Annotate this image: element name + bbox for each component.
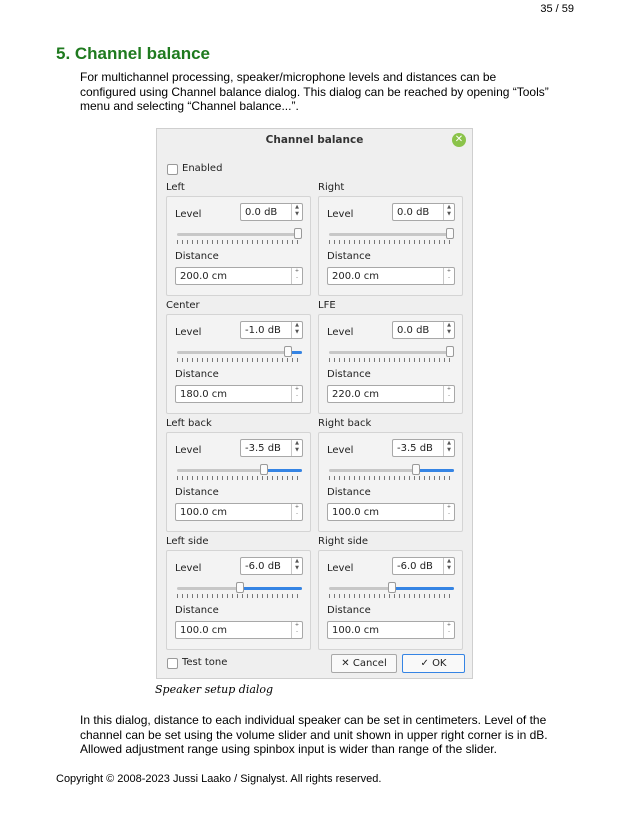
slider-ticks xyxy=(177,240,302,244)
level-label: Level xyxy=(175,327,202,338)
channel-group-right-side xyxy=(318,550,463,650)
level-label: Level xyxy=(327,445,354,456)
level-spinbox-right[interactable] xyxy=(392,203,455,221)
level-spinbox-center[interactable] xyxy=(240,321,303,339)
checkmark-icon: ✓ xyxy=(420,658,429,669)
distance-label: Distance xyxy=(327,251,371,262)
slider-handle[interactable] xyxy=(388,582,396,593)
cancel-icon: ✕ xyxy=(341,658,350,669)
level-spinbox-left-side[interactable] xyxy=(240,557,303,575)
channel-group-left xyxy=(166,196,311,296)
test-tone-checkbox[interactable] xyxy=(167,658,178,669)
level-value: 0.0 dB xyxy=(397,207,430,218)
level-value: 0.0 dB xyxy=(397,325,430,336)
close-icon[interactable]: ✕ xyxy=(452,133,466,147)
distance-label: Distance xyxy=(327,605,371,616)
level-label: Level xyxy=(175,445,202,456)
level-slider-right[interactable] xyxy=(329,233,454,236)
slider-handle[interactable] xyxy=(236,582,244,593)
spin-arrows-icon[interactable]: + - xyxy=(291,268,302,284)
channel-label-center: Center xyxy=(166,300,200,311)
level-label: Level xyxy=(327,209,354,220)
distance-value: 180.0 cm xyxy=(180,389,228,400)
spin-arrows-icon[interactable]: ▲ ▼ xyxy=(443,204,454,220)
spin-arrows-icon[interactable]: + - xyxy=(291,504,302,520)
distance-label: Distance xyxy=(175,605,219,616)
level-value: 0.0 dB xyxy=(245,207,278,218)
spin-arrows-icon[interactable]: ▲ ▼ xyxy=(443,558,454,574)
slider-handle[interactable] xyxy=(446,346,454,357)
level-spinbox-right-side[interactable] xyxy=(392,557,455,575)
intro-paragraph: For multichannel processing, speaker/microphone levels and distances can be configured using Channel balance dialog. This dialog can be reached by opening “Tools” menu and selecting “Channel balance...”. xyxy=(80,70,549,114)
level-spinbox-left-back[interactable] xyxy=(240,439,303,457)
slider-fill xyxy=(264,469,302,472)
spin-arrows-icon[interactable]: + - xyxy=(443,268,454,284)
channel-group-left-side xyxy=(166,550,311,650)
channel-group-lfe xyxy=(318,314,463,414)
test-tone-label: Test tone xyxy=(182,657,228,668)
distance-spinbox-right-side[interactable] xyxy=(327,621,455,639)
level-slider-left[interactable] xyxy=(177,233,302,236)
distance-label: Distance xyxy=(327,487,371,498)
distance-value: 100.0 cm xyxy=(180,507,228,518)
distance-value: 100.0 cm xyxy=(332,507,380,518)
spin-arrows-icon[interactable]: ▲ ▼ xyxy=(291,440,302,456)
slider-handle[interactable] xyxy=(294,228,302,239)
slider-ticks xyxy=(177,358,302,362)
level-slider-center[interactable] xyxy=(177,351,302,354)
level-label: Level xyxy=(175,209,202,220)
slider-handle[interactable] xyxy=(284,346,292,357)
spin-arrows-icon[interactable]: ▲ ▼ xyxy=(291,204,302,220)
slider-ticks xyxy=(177,476,302,480)
channel-label-lfe: LFE xyxy=(318,300,336,311)
level-slider-right-back[interactable] xyxy=(329,469,454,472)
slider-ticks xyxy=(329,240,454,244)
level-spinbox-right-back[interactable] xyxy=(392,439,455,457)
figure-caption: Speaker setup dialog xyxy=(155,683,274,696)
spin-arrows-icon[interactable]: ▲ ▼ xyxy=(443,440,454,456)
level-spinbox-left[interactable] xyxy=(240,203,303,221)
channel-label-left: Left xyxy=(166,182,185,193)
level-slider-left-side[interactable] xyxy=(177,587,302,590)
body-paragraph: In this dialog, distance to each individual speaker can be set in centimeters. Level of the channel can be set using the volume slider and unit shown in upper right corner is in dB. Allowed adjustment range using spinbox input is wider than range of the slider. xyxy=(80,713,548,757)
channel-label-right-side: Right side xyxy=(318,536,368,547)
ok-button-label: OK xyxy=(432,658,447,669)
cancel-button-label: Cancel xyxy=(352,658,387,669)
channel-group-right xyxy=(318,196,463,296)
distance-label: Distance xyxy=(175,251,219,262)
spin-arrows-icon[interactable]: + - xyxy=(443,504,454,520)
spin-arrows-icon[interactable]: ▲ ▼ xyxy=(291,322,302,338)
distance-label: Distance xyxy=(327,369,371,380)
distance-value: 200.0 cm xyxy=(180,271,228,282)
slider-ticks xyxy=(329,594,454,598)
channel-group-right-back xyxy=(318,432,463,532)
distance-label: Distance xyxy=(175,369,219,380)
channel-label-right-back: Right back xyxy=(318,418,372,429)
section-heading: 5. Channel balance xyxy=(56,44,210,63)
ok-button[interactable] xyxy=(402,654,465,673)
slider-handle[interactable] xyxy=(446,228,454,239)
channel-balance-dialog xyxy=(156,128,473,679)
channel-label-left-side: Left side xyxy=(166,536,209,547)
distance-value: 100.0 cm xyxy=(332,625,380,636)
slider-ticks xyxy=(177,594,302,598)
channel-group-left-back xyxy=(166,432,311,532)
level-value: -1.0 dB xyxy=(245,325,281,336)
spin-arrows-icon[interactable]: + - xyxy=(291,386,302,402)
distance-spinbox-lfe[interactable] xyxy=(327,385,455,403)
slider-fill xyxy=(240,587,302,590)
spin-arrows-icon[interactable]: + - xyxy=(443,622,454,638)
level-spinbox-lfe[interactable] xyxy=(392,321,455,339)
slider-ticks xyxy=(329,358,454,362)
level-slider-lfe[interactable] xyxy=(329,351,454,354)
channel-group-center xyxy=(166,314,311,414)
enabled-label: Enabled xyxy=(182,163,223,174)
distance-spinbox-left-back[interactable] xyxy=(175,503,303,521)
level-value: -6.0 dB xyxy=(245,561,281,572)
level-label: Level xyxy=(327,563,354,574)
distance-spinbox-right-back[interactable] xyxy=(327,503,455,521)
level-label: Level xyxy=(327,327,354,338)
distance-spinbox-right[interactable] xyxy=(327,267,455,285)
distance-value: 220.0 cm xyxy=(332,389,380,400)
slider-fill xyxy=(416,469,454,472)
level-label: Level xyxy=(175,563,202,574)
level-value: -6.0 dB xyxy=(397,561,433,572)
channel-label-left-back: Left back xyxy=(166,418,212,429)
distance-value: 100.0 cm xyxy=(180,625,228,636)
slider-fill xyxy=(392,587,454,590)
cancel-button[interactable] xyxy=(331,654,397,673)
spin-arrows-icon[interactable]: + - xyxy=(291,622,302,638)
spin-arrows-icon[interactable]: ▲ ▼ xyxy=(443,322,454,338)
distance-spinbox-left[interactable] xyxy=(175,267,303,285)
spin-arrows-icon[interactable]: ▲ ▼ xyxy=(291,558,302,574)
level-slider-right-side[interactable] xyxy=(329,587,454,590)
slider-handle[interactable] xyxy=(260,464,268,475)
page-number: 35 / 59 xyxy=(540,3,574,15)
copyright-footer: Copyright © 2008-2023 Jussi Laako / Signalyst. All rights reserved. xyxy=(56,773,382,785)
channel-label-right: Right xyxy=(318,182,345,193)
distance-spinbox-center[interactable] xyxy=(175,385,303,403)
enabled-checkbox[interactable] xyxy=(167,164,178,175)
level-value: -3.5 dB xyxy=(245,443,281,454)
distance-label: Distance xyxy=(175,487,219,498)
distance-spinbox-left-side[interactable] xyxy=(175,621,303,639)
slider-ticks xyxy=(329,476,454,480)
distance-value: 200.0 cm xyxy=(332,271,380,282)
slider-handle[interactable] xyxy=(412,464,420,475)
level-value: -3.5 dB xyxy=(397,443,433,454)
level-slider-left-back[interactable] xyxy=(177,469,302,472)
dialog-title: Channel balance xyxy=(265,134,364,146)
spin-arrows-icon[interactable]: + - xyxy=(443,386,454,402)
